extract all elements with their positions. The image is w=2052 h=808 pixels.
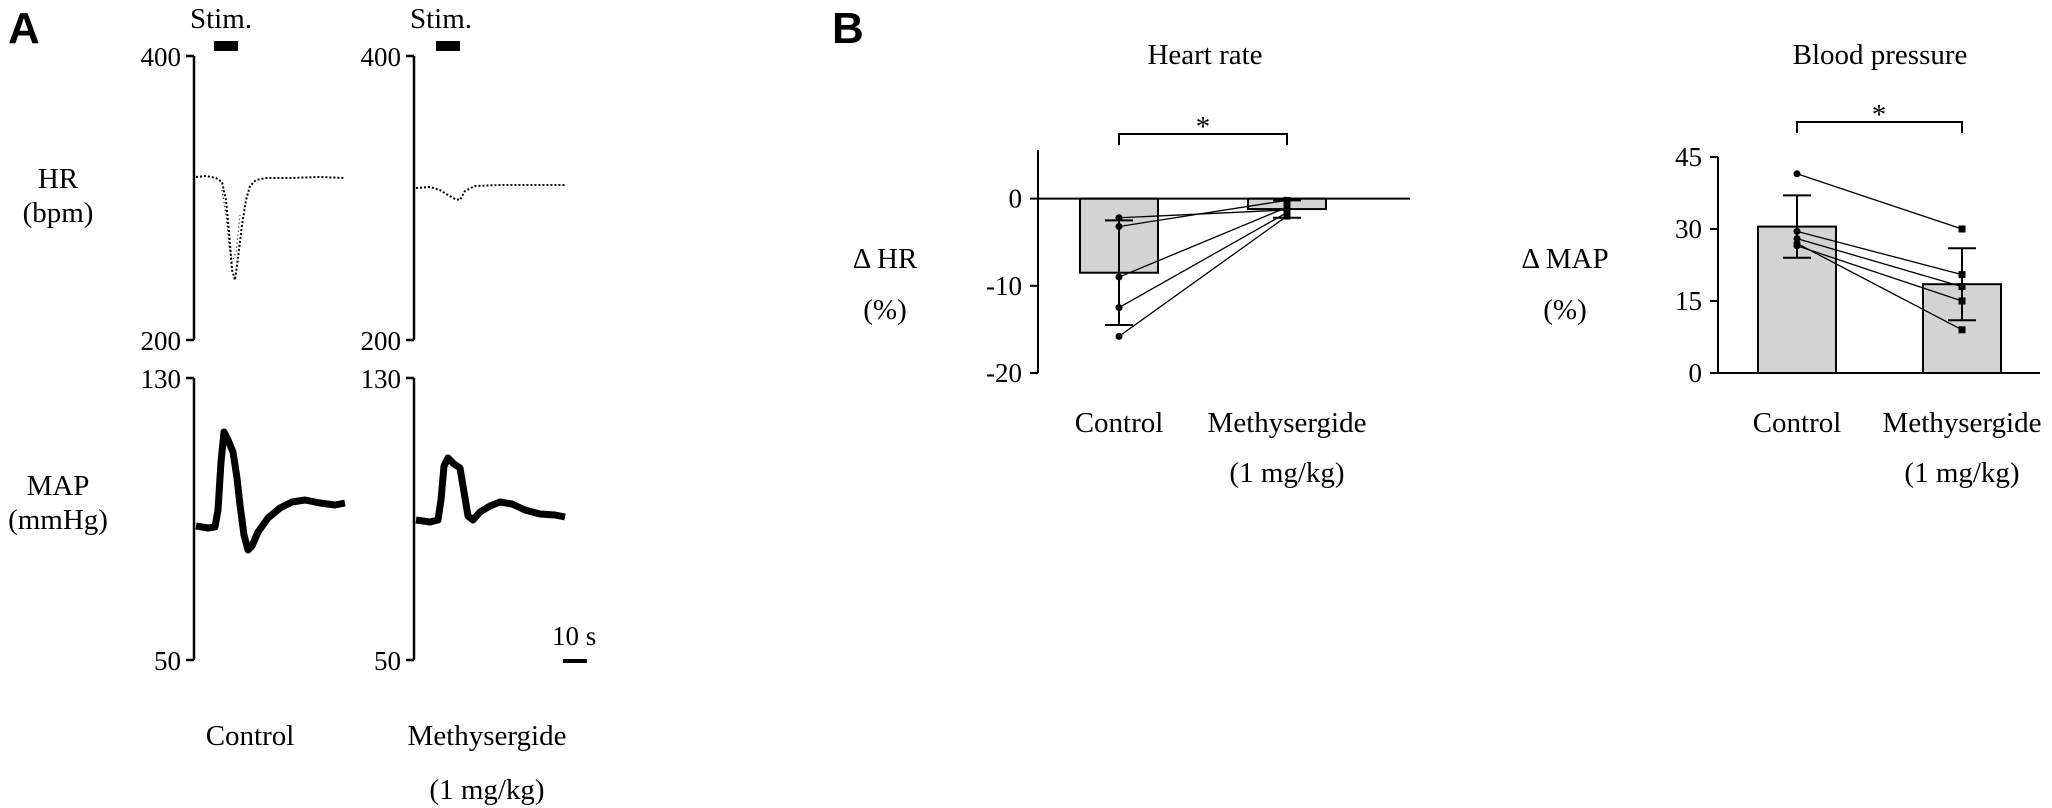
map-axis-label-line2: (mmHg) bbox=[8, 504, 108, 536]
bp-ytick-label: 30 bbox=[1675, 214, 1702, 244]
hr-tick-400-control: 400 bbox=[140, 42, 181, 72]
bp-point-methysergide bbox=[1959, 226, 1966, 233]
bp-xlabel-control: Control bbox=[1752, 407, 1842, 439]
hr-point-control bbox=[1116, 304, 1123, 311]
hr-point-methysergide bbox=[1284, 213, 1291, 220]
hr-trace-control bbox=[196, 176, 345, 280]
hr-axis-label-line2: (bpm) bbox=[22, 197, 94, 229]
bp-xlabel-methysergide: Methysergide bbox=[1882, 407, 2042, 439]
bp-chart-title: Blood pressure bbox=[1792, 39, 1968, 71]
panel-a-letter: A bbox=[8, 4, 40, 53]
hr-tick-200-methysergide: 200 bbox=[360, 326, 401, 356]
hr-significance-star: * bbox=[1195, 111, 1211, 143]
bp-paired-subject bbox=[1794, 170, 1966, 232]
map-tick-130-methysergide: 130 bbox=[360, 364, 401, 394]
hr-tick-400-methysergide: 400 bbox=[360, 42, 401, 72]
bp-ytick-label: 45 bbox=[1675, 142, 1702, 172]
hr-point-control bbox=[1116, 214, 1123, 221]
bp-xlabel-dose: (1 mg/kg) bbox=[1904, 457, 2020, 489]
heart-rate-chart bbox=[853, 39, 1410, 489]
blood-pressure-chart bbox=[1521, 39, 2041, 489]
hr-xlabel-control: Control bbox=[1074, 407, 1164, 439]
bp-point-methysergide bbox=[1959, 271, 1966, 278]
hr-point-control bbox=[1116, 274, 1123, 281]
stim-label-methysergide: Stim. bbox=[410, 3, 473, 35]
bp-ytick-label: 0 bbox=[1688, 358, 1702, 388]
hr-ytick-label: 0 bbox=[1008, 183, 1022, 214]
hr-axis-methysergide bbox=[406, 56, 414, 340]
bp-point-methysergide bbox=[1959, 298, 1966, 305]
bp-chart-ylabel-line2: (%) bbox=[1543, 294, 1587, 326]
hr-axis-control bbox=[186, 56, 194, 340]
hr-chart-ylabel-line1: Δ HR bbox=[852, 243, 918, 275]
map-axis-methysergide bbox=[406, 378, 414, 660]
hr-ytick-label: -10 bbox=[986, 270, 1022, 301]
map-axis-label-line1: MAP bbox=[26, 470, 90, 502]
hr-chart-ylabel-line2: (%) bbox=[863, 294, 907, 326]
hr-tick-200-control: 200 bbox=[140, 326, 181, 356]
bp-point-methysergide bbox=[1959, 326, 1966, 333]
map-tick-50-methysergide: 50 bbox=[374, 646, 401, 676]
map-tick-130-control: 130 bbox=[140, 364, 181, 394]
panel-b-letter: B bbox=[832, 4, 864, 53]
stim-bar-control bbox=[214, 41, 238, 51]
bp-point-methysergide bbox=[1959, 283, 1966, 290]
hr-point-control bbox=[1116, 333, 1123, 340]
condition-label-methysergide: Methysergide bbox=[407, 720, 567, 752]
bp-ytick-label: 15 bbox=[1675, 286, 1702, 316]
hr-point-control bbox=[1116, 223, 1123, 230]
scale-bar-label: 10 s bbox=[552, 621, 597, 651]
bp-point-control bbox=[1794, 170, 1801, 177]
hr-trace-methysergide bbox=[416, 185, 565, 200]
hr-xlabel-methysergide: Methysergide bbox=[1207, 407, 1367, 439]
bp-point-control bbox=[1794, 228, 1801, 235]
hr-axis-label-line1: HR bbox=[37, 163, 79, 195]
condition-label-dose: (1 mg/kg) bbox=[429, 774, 545, 806]
bp-significance-star: * bbox=[1871, 99, 1887, 131]
bp-chart-ylabel-line1: Δ MAP bbox=[1521, 243, 1609, 275]
map-trace-control bbox=[196, 432, 345, 550]
hr-xlabel-dose: (1 mg/kg) bbox=[1229, 457, 1345, 489]
hr-ytick-label: -20 bbox=[986, 358, 1022, 388]
bp-point-control bbox=[1794, 240, 1801, 247]
stim-bar-methysergide bbox=[436, 41, 460, 51]
map-tick-50-control: 50 bbox=[154, 646, 181, 676]
hr-chart-title: Heart rate bbox=[1147, 39, 1263, 71]
stim-label-control: Stim. bbox=[190, 3, 253, 35]
condition-label-control: Control bbox=[205, 720, 295, 752]
map-trace-methysergide bbox=[416, 458, 565, 522]
map-axis-control bbox=[186, 378, 194, 660]
hr-point-methysergide bbox=[1284, 197, 1291, 204]
